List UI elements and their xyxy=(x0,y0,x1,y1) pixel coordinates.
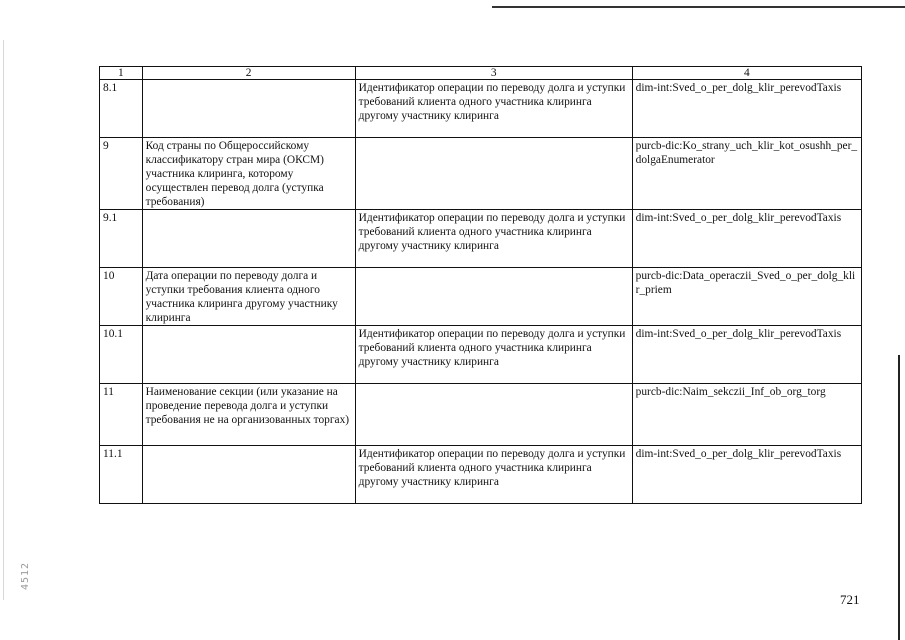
row-code: dim-int:Sved_o_per_dolg_klir_perevodTaxis xyxy=(632,326,861,384)
row-number: 9 xyxy=(100,138,143,210)
row-description xyxy=(355,138,632,210)
row-code: purcb-dic:Data_operaczii_Sved_o_per_dolg_klir_priem xyxy=(632,268,861,326)
row-name: Код страны по Общероссийскому классификатору стран мира (ОКСМ) участника клиринга, которому осуществлен перевод долга (уступка требования) xyxy=(142,138,355,210)
row-description: Идентификатор операции по переводу долга и уступки требований клиента одного участника клиринга другому участнику клиринга xyxy=(355,210,632,268)
column-header-4: 4 xyxy=(632,67,861,80)
table-row xyxy=(100,210,862,268)
row-number: 11 xyxy=(100,384,143,446)
row-description xyxy=(355,384,632,446)
margin-stamp: 4512 xyxy=(20,561,31,590)
row-description: Идентификатор операции по переводу долга и уступки требований клиента одного участника клиринга другому участнику клиринга xyxy=(355,326,632,384)
scan-edge-top xyxy=(492,6,905,8)
row-description: Идентификатор операции по переводу долга и уступки требований клиента одного участника клиринга другому участнику клиринга xyxy=(355,80,632,138)
column-header-1: 1 xyxy=(100,67,143,80)
row-description: Идентификатор операции по переводу долга и уступки требований клиента одного участника клиринга другому участнику клиринга xyxy=(355,446,632,504)
column-header-3: 3 xyxy=(355,67,632,80)
row-name xyxy=(142,446,355,504)
row-number: 10 xyxy=(100,268,143,326)
row-name: Наименование секции (или указание на проведение перевода долга и уступки требования не на организованных торгах) xyxy=(142,384,355,446)
table-row xyxy=(100,326,862,384)
page-number: 721 xyxy=(840,592,860,607)
row-code: dim-int:Sved_o_per_dolg_klir_perevodTaxis xyxy=(632,210,861,268)
table-header-row xyxy=(100,67,862,80)
table-row xyxy=(100,138,862,210)
row-code: purcb-dic:Naim_sekczii_Inf_ob_org_torg xyxy=(632,384,861,446)
scan-edge-right xyxy=(898,355,900,640)
table-row xyxy=(100,446,862,504)
table-row xyxy=(100,80,862,138)
table-row xyxy=(100,268,862,326)
document-table xyxy=(99,66,862,504)
column-header-2: 2 xyxy=(142,67,355,80)
scan-edge-left xyxy=(3,40,4,600)
row-number: 11.1 xyxy=(100,446,143,504)
row-name xyxy=(142,80,355,138)
row-name: Дата операции по переводу долга и уступки требования клиента одного участника клиринга другому участнику клиринга xyxy=(142,268,355,326)
row-code: dim-int:Sved_o_per_dolg_klir_perevodTaxis xyxy=(632,446,861,504)
row-code: dim-int:Sved_o_per_dolg_klir_perevodTaxis xyxy=(632,80,861,138)
row-name xyxy=(142,326,355,384)
row-number: 10.1 xyxy=(100,326,143,384)
row-name xyxy=(142,210,355,268)
row-number: 8.1 xyxy=(100,80,143,138)
table-row xyxy=(100,384,862,446)
row-description xyxy=(355,268,632,326)
row-code: purcb-dic:Ko_strany_uch_klir_kot_osushh_per_dolgaEnumerator xyxy=(632,138,861,210)
row-number: 9.1 xyxy=(100,210,143,268)
